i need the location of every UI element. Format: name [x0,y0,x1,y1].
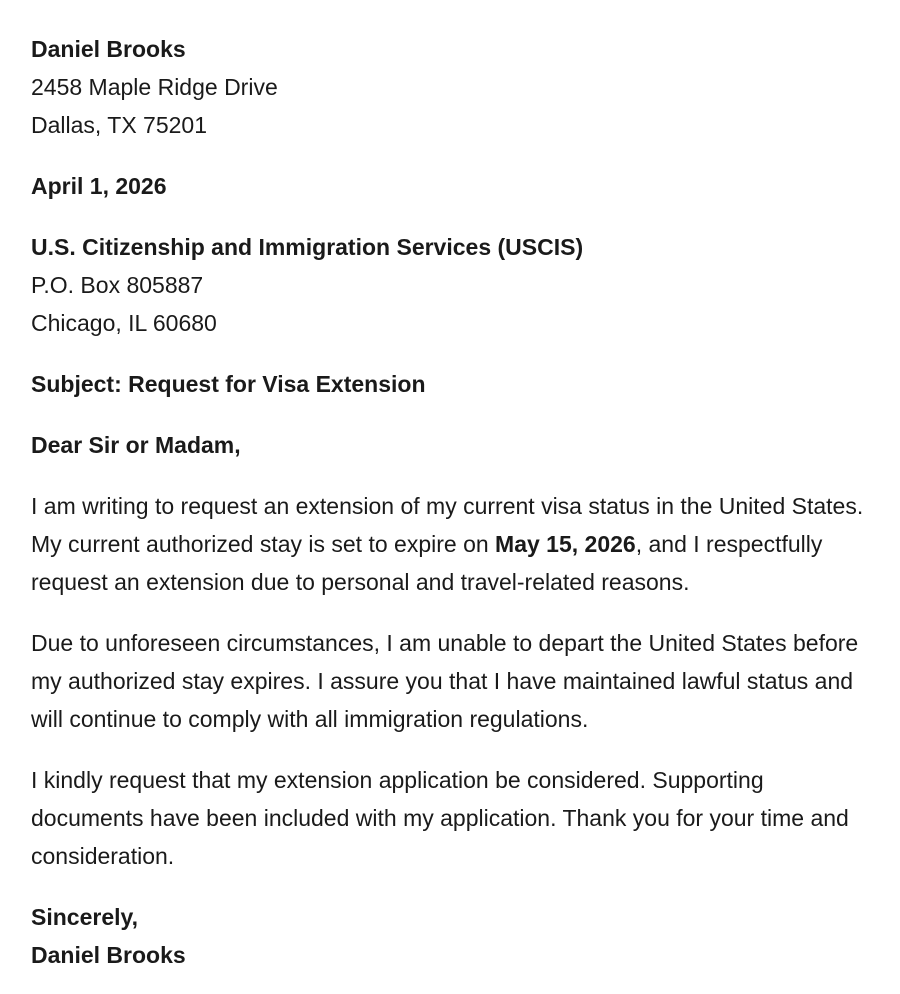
paragraph-3-text: I kindly request that my extension application be considered. Supporting documents have been included with my application. Thank you for your time and consideration. [31,767,849,869]
recipient-po-box: P.O. Box 805887 [31,272,204,298]
sender-street: 2458 Maple Ridge Drive [31,74,278,100]
paragraph-1-segment-1: I am writing to request an extension of my current visa status in the United States. My current authorized stay is set to expire on [31,493,864,557]
closing-block [31,898,869,974]
paragraph-2-text: Due to unforeseen circumstances, I am unable to depart the United States before my authorized stay expires. I assure you that I have maintained lawful status and will continue to comply with all immigration regulations. [31,630,859,732]
salutation: Dear Sir or Madam, [31,432,241,458]
sender-city-state-zip: Dallas, TX 75201 [31,112,208,138]
body-paragraph-3 [31,761,869,875]
recipient-address-block [31,228,869,342]
letter-date: April 1, 2026 [31,173,167,199]
valediction: Sincerely, [31,904,138,930]
recipient-organization: U.S. Citizenship and Immigration Services (USCIS) [31,234,584,260]
signature-name: Daniel Brooks [31,942,186,968]
subject-block [31,365,869,403]
expiration-date-highlight: May 15, 2026 [495,531,636,557]
recipient-city-state-zip: Chicago, IL 60680 [31,310,217,336]
body-paragraph-2 [31,624,869,738]
body-paragraph-1 [31,487,869,601]
salutation-block [31,426,869,464]
paragraph-1-segment-2: , and I respectfully request an extension due to personal and travel-related reasons. [31,531,823,595]
letter-date-block [31,167,869,205]
subject-line: Subject: Request for Visa Extension [31,371,426,397]
sender-name: Daniel Brooks [31,36,186,62]
paragraph-1-text [31,487,869,601]
sender-address-block [31,30,869,144]
